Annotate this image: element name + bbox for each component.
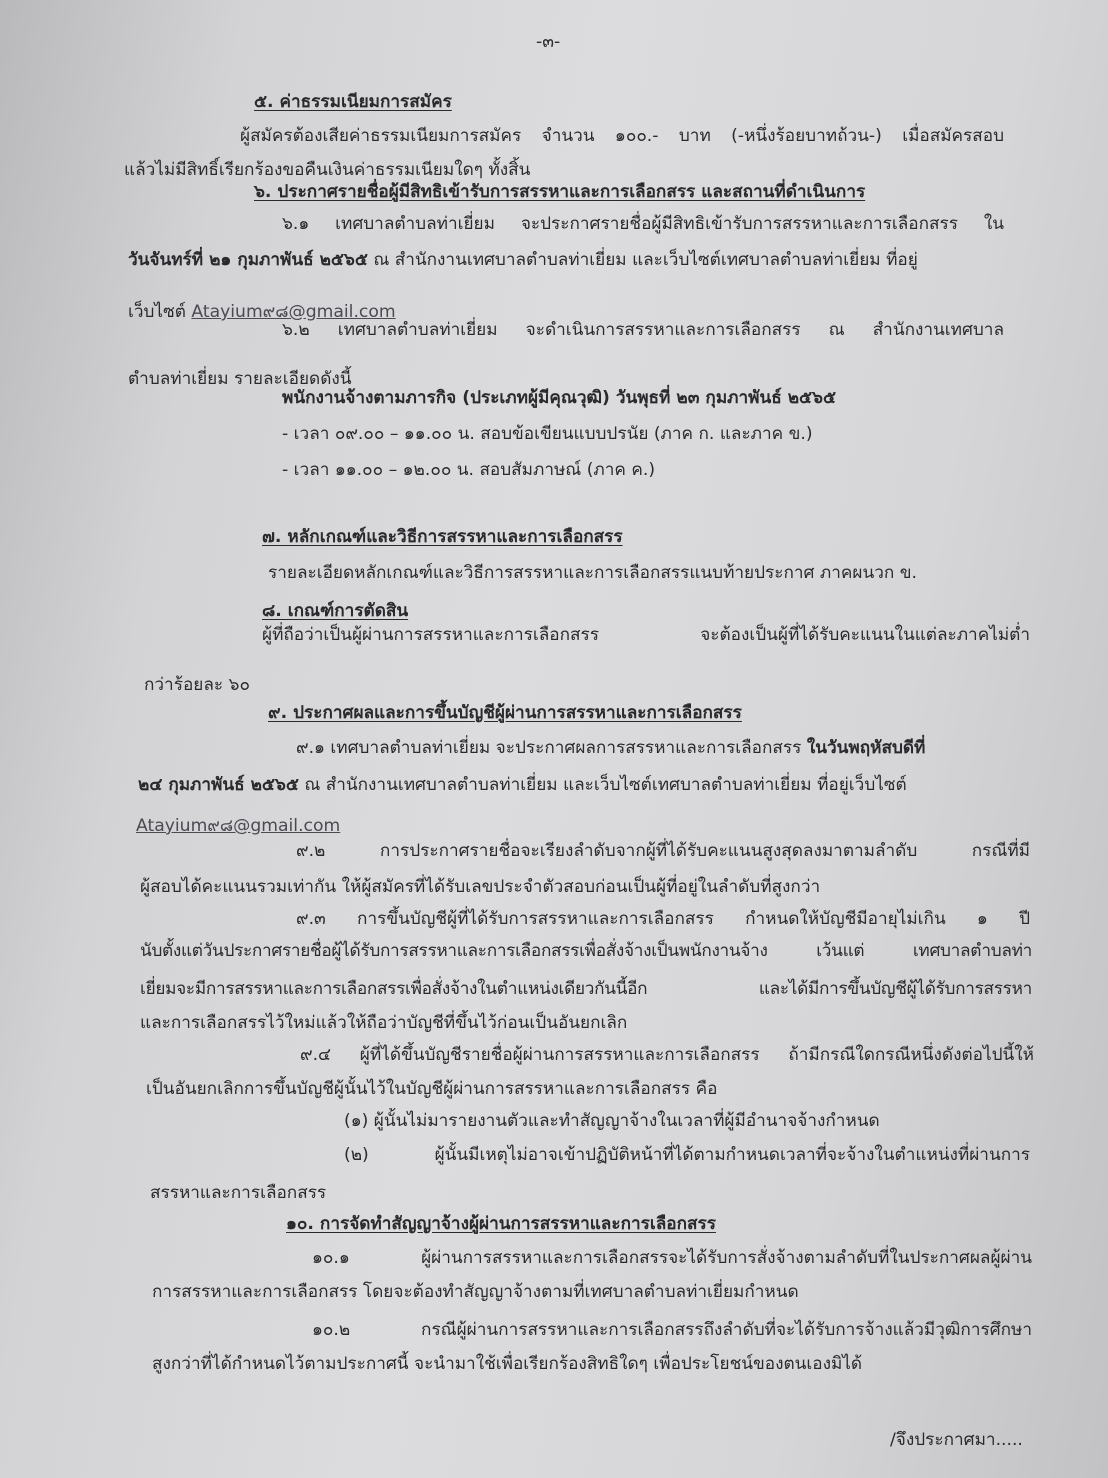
exam-schedule-item-2: - เวลา ๑๑.๐๐ – ๑๒.๐๐ น. สอบสัมภาษณ์ (ภาค ค.) [282,460,656,480]
section-9-2-line-2: ผู้สอบได้คะแนนรวมเท่ากัน ให้ผู้สมัครที่ได้รับเลขประจำตัวสอบก่อนเป็นผู้ที่อยู่ในลำดับที่สูงกว่า [140,877,821,897]
section-6-2-line-2: ตำบลท่าเยี่ยม รายละเอียดดังนี้ [128,369,352,389]
result-date: ๒๔ กุมภาพันธ์ ๒๕๖๕ [138,775,299,795]
section-9-3-line-4: และการเลือกสรรไว้ใหม่แล้วให้ถือว่าบัญชีที่ขึ้นไว้ก่อนเป็นอันยกเลิก [140,1013,628,1033]
section-8-line-2: กว่าร้อยละ ๖๐ [144,675,250,695]
email-link-2[interactable]: Atayium๙๘@gmail.com [136,816,341,836]
website-label: เว็บไซต์ [128,302,192,322]
continuation-note: /จึงประกาศมา..... [890,1430,1023,1450]
section-6-2-line-1: ๖.๒ เทศบาลตำบลท่าเยี่ยม จะดำเนินการสรรหาและการเลือกสรร ณ สำนักงานเทศบาล [282,320,1004,340]
section-9-1-line-1 [296,738,1026,759]
section-7-line-1: รายละเอียดหลักเกณฑ์และวิธีการสรรหาและการเลือกสรรแนบท้ายประกาศ ภาคผนวก ข. [268,563,917,583]
section-5-line-1: ผู้สมัครต้องเสียค่าธรรมเนียมการสมัคร จำนวน ๑๐๐.- บาท (-หนึ่งร้อยบาทถ้วน-) เมื่อสมัครสอบ [240,126,1004,146]
section-7-heading: ๗. หลักเกณฑ์และวิธีการสรรหาและการเลือกสรร [262,527,623,547]
section-8-heading: ๘. เกณฑ์การตัดสิน [262,601,409,621]
email-link[interactable]: Atayium๙๘@gmail.com [191,302,396,322]
section-6-heading: ๖. ประกาศรายชื่อผู้มีสิทธิเข้ารับการสรรหาและการเลือกสรร และสถานที่ดำเนินการ [254,182,866,202]
section-8-line-1: ผู้ที่ถือว่าเป็นผู้ผ่านการสรรหาและการเลือกสรร จะต้องเป็นผู้ที่ได้รับคะแนนในแต่ละภาคไม่ต่ำ [262,625,1030,645]
exam-schedule-heading: พนักงานจ้างตามภารกิจ (ประเภทผู้มีคุณวุฒิ) วันพุธที่ ๒๓ กุมภาพันธ์ ๒๕๖๕ [282,388,836,408]
section-6-1-line-2 [128,250,1004,271]
section-10-2-line-2: สูงกว่าที่ได้กำหนดไว้ตามประกาศนี้ จะนำมาใช้เพื่อเรียกร้องสิทธิใดๆ เพื่อประโยชน์ของตนเองมิได้ [152,1354,863,1374]
page-number: -๓- [536,32,561,52]
section-9-2-line-1: ๙.๒ การประกาศรายชื่อจะเรียงลำดับจากผู้ที่ได้รับคะแนนสูงสุดลงมาตามลำดับ กรณีที่มี [296,841,1030,861]
announce-date: วันจันทร์ที่ ๒๑ กุมภาพันธ์ ๒๕๖๕ [128,250,368,270]
exam-schedule-item-1: - เวลา ๐๙.๐๐ – ๑๑.๐๐ น. สอบข้อเขียนแบบปรนัย (ภาค ก. และภาค ข.) [282,424,813,444]
section-9-4-item-2-line-2: สรรหาและการเลือกสรร [150,1183,327,1203]
section-5-line-2: แล้วไม่มีสิทธิ์เรียกร้องขอคืนเงินค่าธรรมเนียมใดๆ ทั้งสิ้น [124,160,531,180]
section-5-heading: ๕. ค่าธรรมเนียมการสมัคร [254,92,452,112]
section-9-3-line-2: นับตั้งแต่วันประกาศรายชื่อผู้ได้รับการสรรหาและการเลือกสรรเพื่อสั่งจ้างเป็นพนักงานจ้าง เว้นแต่ เทศบาลตำบลท่า [140,941,1032,961]
result-date-prefix: ในวันพฤหัสบดีที่ [806,738,926,758]
section-9-4-item-2-line-1: (๒) ผู้นั้นมีเหตุไม่อาจเข้าปฏิบัติหน้าที่ได้ตามกำหนดเวลาที่จะจ้างในตำแหน่งที่ผ่านการ [344,1145,1030,1165]
section-9-1-text: ๙.๑ เทศบาลตำบลท่าเยี่ยม จะประกาศผลการสรรหาและการเลือกสรร [296,738,807,758]
section-9-1-line-2 [138,775,1028,796]
section-9-3-line-3: เยี่ยมจะมีการสรรหาและการเลือกสรรเพื่อสั่งจ้างในตำแหน่งเดียวกันนี้อีก และได้มีการขึ้นบัญชีผู้ได้รับการสรรหา [140,979,1032,999]
section-9-4-line-1: ๙.๔ ผู้ที่ได้ขึ้นบัญชีรายชื่อผู้ผ่านการสรรหาและการเลือกสรร ถ้ามีกรณีใดกรณีหนึ่งดังต่อไปนี้ให้ [300,1045,1034,1065]
section-10-heading: ๑๐. การจัดทำสัญญาจ้างผู้ผ่านการสรรหาและการเลือกสรร [286,1214,716,1234]
section-10-2-line-1: ๑๐.๒ กรณีผู้ผ่านการสรรหาและการเลือกสรรถึงลำดับที่จะได้รับการจ้างแล้วมีวุฒิการศึกษา [312,1320,1032,1340]
section-9-4-line-2: เป็นอันยกเลิกการขึ้นบัญชีผู้นั้นไว้ในบัญชีผู้ผ่านการสรรหาและการเลือกสรร คือ [146,1079,718,1099]
section-6-1-line-1: ๖.๑ เทศบาลตำบลท่าเยี่ยม จะประกาศรายชื่อผู้มีสิทธิเข้ารับการสรรหาและการเลือกสรร ใน [282,214,1004,234]
section-10-1-line-2: การสรรหาและการเลือกสรร โดยจะต้องทำสัญญาจ้างตามที่เทศบาลตำบลท่าเยี่ยมกำหนด [152,1282,799,1302]
section-9-heading: ๙. ประกาศผลและการขึ้นบัญชีผู้ผ่านการสรรหาและการเลือกสรร [268,703,742,723]
section-10-1-line-1: ๑๐.๑ ผู้ผ่านการสรรหาและการเลือกสรรจะได้รับการสั่งจ้างตามลำดับที่ในประกาศผลผู้ผ่าน [312,1248,1032,1268]
announce-place: ณ สำนักงานเทศบาลตำบลท่าเยี่ยม และเว็บไซต์เทศบาลตำบลท่าเยี่ยม ที่อยู่ [367,250,918,270]
result-place: ณ สำนักงานเทศบาลตำบลท่าเยี่ยม และเว็บไซต์เทศบาลตำบลท่าเยี่ยม ที่อยู่เว็บไซต์ [298,775,907,795]
section-9-3-line-1: ๙.๓ การขึ้นบัญชีผู้ที่ได้รับการสรรหาและการเลือกสรร กำหนดให้บัญชีมีอายุไม่เกิน ๑ ปี [296,909,1030,929]
section-9-4-item-1: (๑) ผู้นั้นไม่มารายงานตัวและทำสัญญาจ้างในเวลาที่ผู้มีอำนาจจ้างกำหนด [344,1111,880,1131]
